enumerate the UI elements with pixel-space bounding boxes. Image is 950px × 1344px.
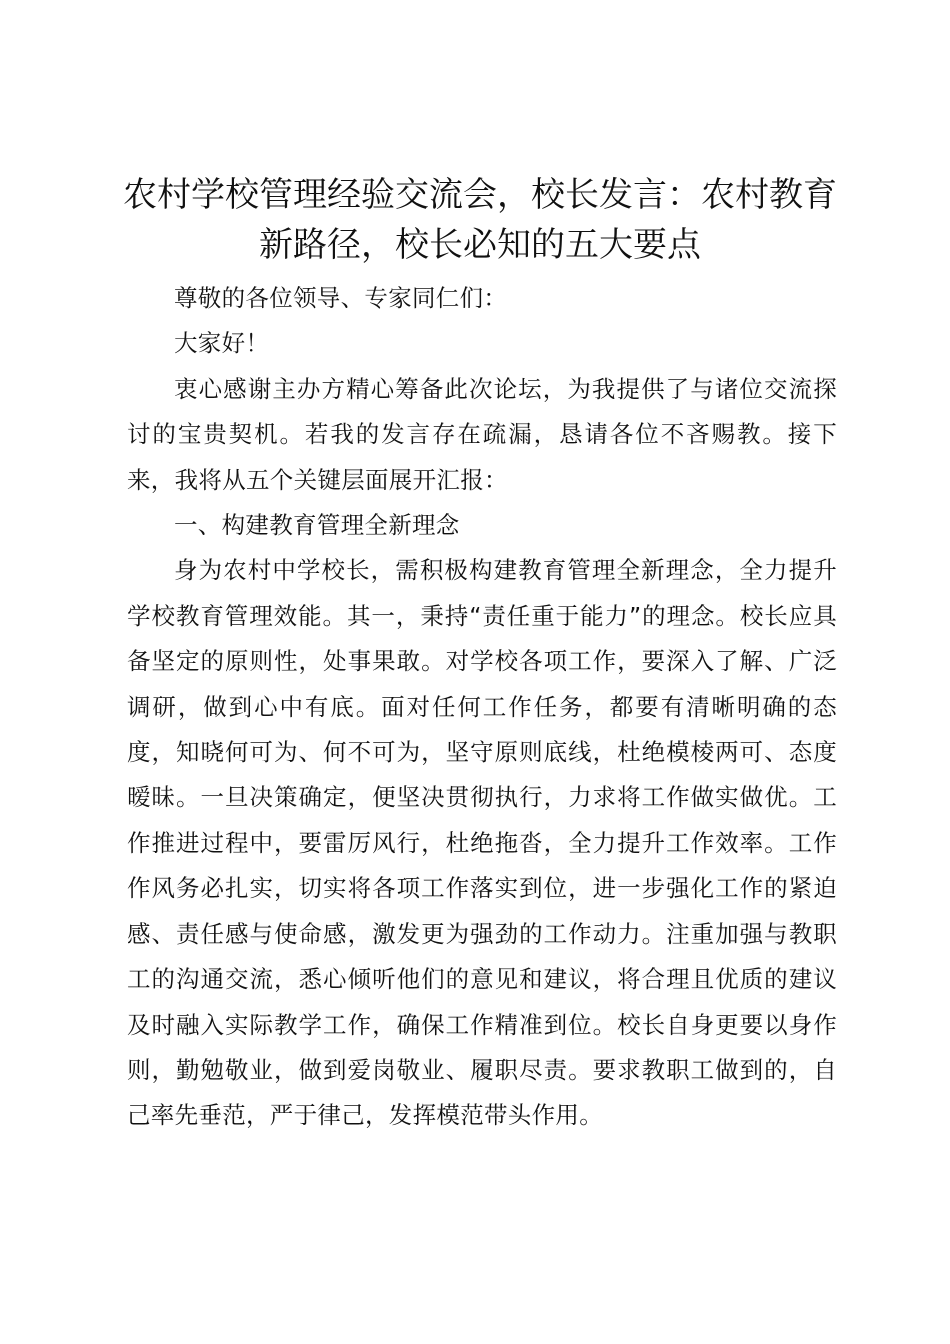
section-heading: 一、构建教育管理全新理念 <box>174 511 460 540</box>
greeting: 大家好！ <box>174 329 270 358</box>
intro-paragraph: 衷心感谢主办方精心筹备此次论坛，为我提供了与诸位交流探讨的宝贵契机。若我的发言存在疏漏，恳请各位不吝赐教。接下来，我将从五个关键层面展开汇报： <box>127 374 837 494</box>
section-paragraph: 身为农村中学校长，需积极构建教育管理全新理念，全力提升学校教育管理效能。其一，秉持“责任重于能力”的理念。校长应具备坚定的原则性，处事果敢。对学校各项工作，要深入了解、广泛调研，做到心中有底。面对任何工作任务，都要有清晰明确的态度，知晓何可为、何不可为，坚守原则底线，杜绝模棱两可、态度暧昧。一旦决策确定，便坚决贯彻执行，力求将工作做实做优。工作推进过程中，要雷厉风行，杜绝拖沓，全力提升工作效率。工作作风务必扎实，切实将各项工作落实到位，进一步强化工作的紧迫感、责任感与使命感，激发更为强劲的工作动力。注重加强与教职工的沟通交流，悉心倾听他们的意见和建议，将合理且优质的建议及时融入实际教学工作，确保工作精准到位。校长自身更要以身作则，勤勉敬业，做到爱岗敬业、履职尽责。要求教职工做到的，自己率先垂范，严于律己，发挥模范带头作用。 <box>127 556 837 1130</box>
document-body <box>127 276 837 1139</box>
salutation: 尊敬的各位领导、专家同仁们： <box>174 284 508 312</box>
document-title: 农村学校管理经验交流会，校长发言：农村教育新路径，校长必知的五大要点 <box>123 175 837 265</box>
